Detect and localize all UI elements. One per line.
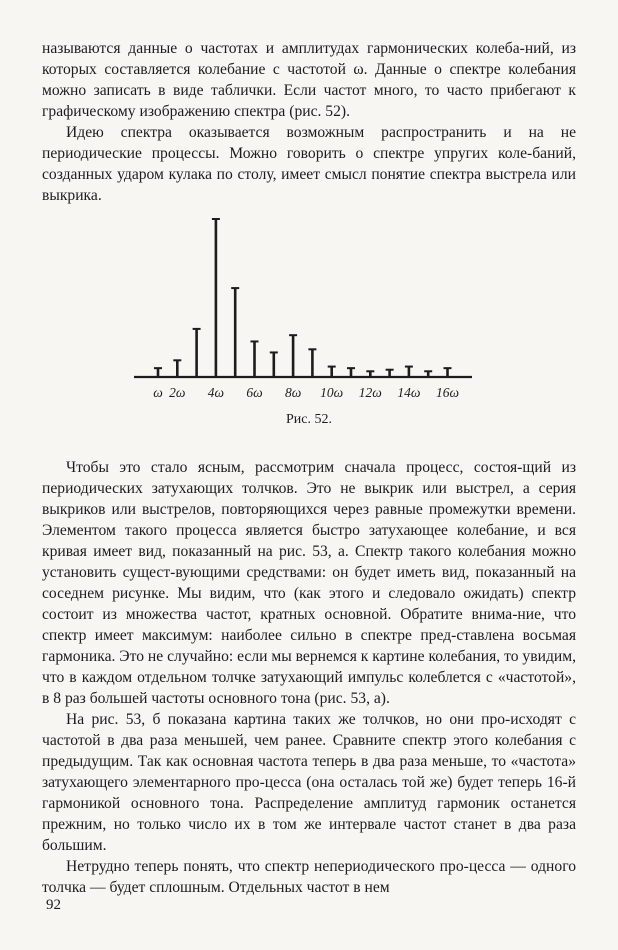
top-text-block (42, 38, 576, 206)
x-tick-label: 16ω (435, 385, 460, 400)
spectrum-chart (120, 205, 500, 405)
paragraph: Чтобы это стало ясным, рассмотрим сначала процесс, состоя-щий из периодических затухающих толчков. Это не выкрик или выстрел, а серия выкриков или выстрелов, повторяющихся через равные промежутки времени. Элементом такого процесса является быстро затухающее колебание, и вся кривая имеет вид, показанный на рис. 53, а. Спектр такого колебания можно установить сущест-вующими средствами: он будет иметь вид, показанный на соседнем рисунке. Мы видим, что (как этого и следовало ожидать) спектр состоит из множества частот, кратных основной. Обратите внима-ние, что спектр имеет максимум: наиболее сильно в спектре пред-ставлена восьмая гармоника. Это не случайно: если мы вернемся к картине колебания, то увидим, что в каждом отдельном толчке затухающий импульс колеблется с «частотой», в 8 раз большей частоты основного тона (рис. 53, а). (42, 459, 576, 707)
figure-52 (120, 205, 500, 435)
x-tick-label: 2ω (169, 385, 186, 400)
x-tick-label: 10ω (320, 385, 344, 400)
paragraph: Нетрудно теперь понять, что спектр непериодического про-цесса — одного толчка — будет сплошным. Отдельных частот в нем (42, 858, 576, 896)
x-tick-label: 8ω (284, 385, 302, 400)
x-tick-label: ω (153, 385, 163, 400)
x-tick-label: 4ω (207, 385, 225, 400)
x-tick-label: 14ω (397, 385, 421, 400)
page-number: 92 (46, 897, 61, 913)
bottom-text-block (42, 457, 576, 898)
figure-caption: Рис. 52. (286, 412, 332, 427)
x-tick-label: 12ω (358, 385, 382, 400)
x-tick-label: 6ω (246, 385, 263, 400)
paragraph: Идею спектра оказывается возможным распространить и на не периодические процессы. Можно говорить о спектре упругих коле-баний, созданных ударом кулака по столу, имеет смысл понятие спектра выстрела или выкрика. (42, 124, 576, 204)
paragraph: На рис. 53, б показана картина таких же толчков, но они про-исходят с частотой в два раза меньшей, чем ранее. Сравните спектр этого колебания с предыдущим. Так как основная частота теперь в два раза меньше, то «частота» затухающего элементарного про-цесса (она осталась той же) будет теперь 16-й гармоникой основного тона. Распределение амплитуд гармоник останется прежним, но только число их в том же интервале частот станет в два раза большим. (42, 711, 576, 854)
paragraph: называются данные о частотах и амплитудах гармонических колеба-ний, из которых составляется колебание с частотой ω. Данные о спектре колебания можно записать в виде таблички. Если частот много, то часто прибегают к графическому изображению спектра (рис. 52). (42, 40, 576, 120)
